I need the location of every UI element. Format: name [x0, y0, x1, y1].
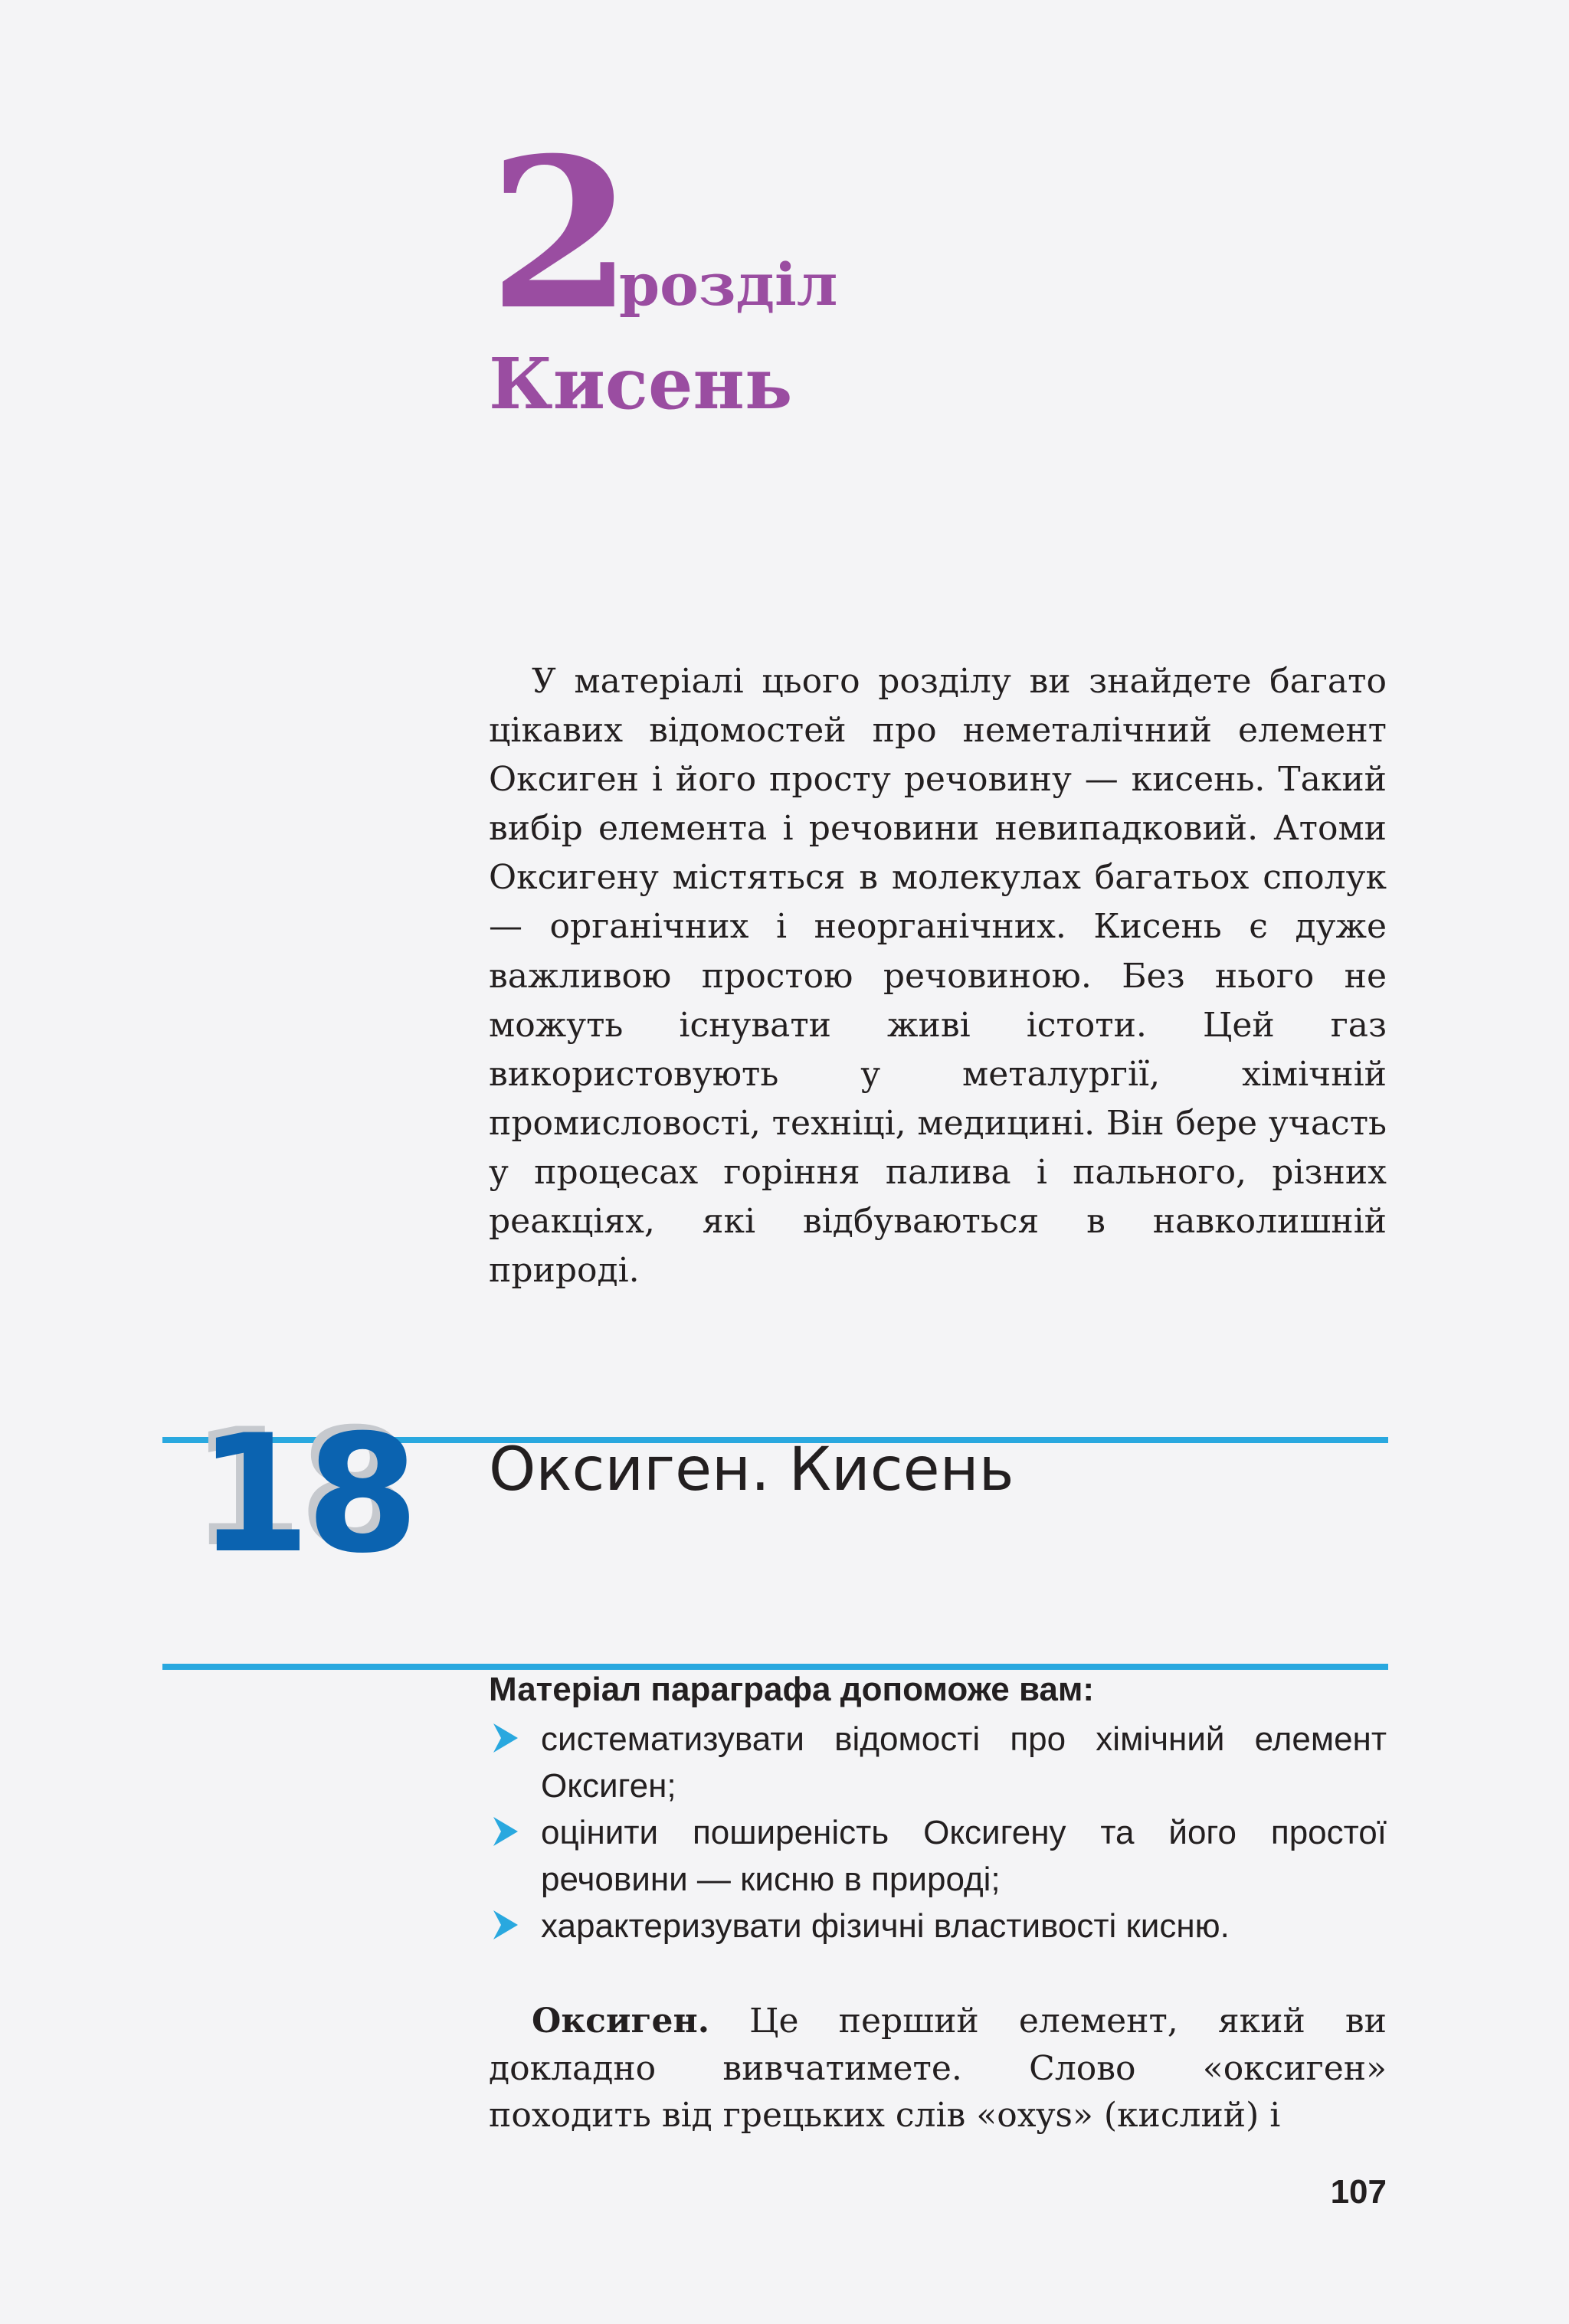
- goals-heading: Матеріал параграфа допоможе вам:: [489, 1671, 1095, 1708]
- goal-text: характеризувати фізичні властивості кисню.: [541, 1907, 1230, 1945]
- section-bottom-rule: [162, 1664, 1388, 1670]
- chapter-label: розділ: [619, 250, 838, 319]
- goal-item: [489, 1716, 1387, 1809]
- page-number: 107: [1330, 2173, 1387, 2211]
- goal-text: оцінити поширеність Оксигену та його простої речовини — кисню в природі;: [541, 1814, 1387, 1898]
- arrow-right-icon: [492, 1815, 519, 1848]
- goals-list: [489, 1716, 1387, 1949]
- goal-item: [489, 1903, 1387, 1949]
- term-oxygen: Оксиген.: [532, 2002, 710, 2041]
- chapter-title: Кисень: [489, 342, 793, 425]
- section-number: 18: [198, 1399, 415, 1589]
- goal-item: [489, 1809, 1387, 1903]
- body-paragraph-text: Це перший елемент, який ви докладно вивчатимете. Слово «оксиген» походить від грецьких слів «oxys» (кислий) і: [489, 2002, 1387, 2135]
- section-title: Оксиген. Кисень: [489, 1435, 1014, 1504]
- arrow-right-icon: [492, 1909, 519, 1941]
- chapter-number: 2: [489, 112, 627, 355]
- body-paragraph: [489, 1998, 1387, 2139]
- goal-text: систематизувати відомості про хімічний елемент Оксиген;: [541, 1720, 1387, 1805]
- arrow-right-icon: [492, 1722, 519, 1754]
- chapter-intro-paragraph: У матеріалі цього розділу ви знайдете багато цікавих відомостей про неметалічний елемент Оксиген і його просту речовину — кисень. Такий вибір елемента і речовини невипадковий. Атоми Оксигену містяться в молекулах багатьох сполук — органічних і неорганічних. Кисень є дуже важливою простою речовиною. Без нього не можуть існувати живі істоти. Цей газ використовують у металургії, хімічній промисловості, техніці, медицині. Він бере участь у процесах горіння палива і пального, різних реакціях, які відбуваються в навколишній природі.: [489, 662, 1387, 1291]
